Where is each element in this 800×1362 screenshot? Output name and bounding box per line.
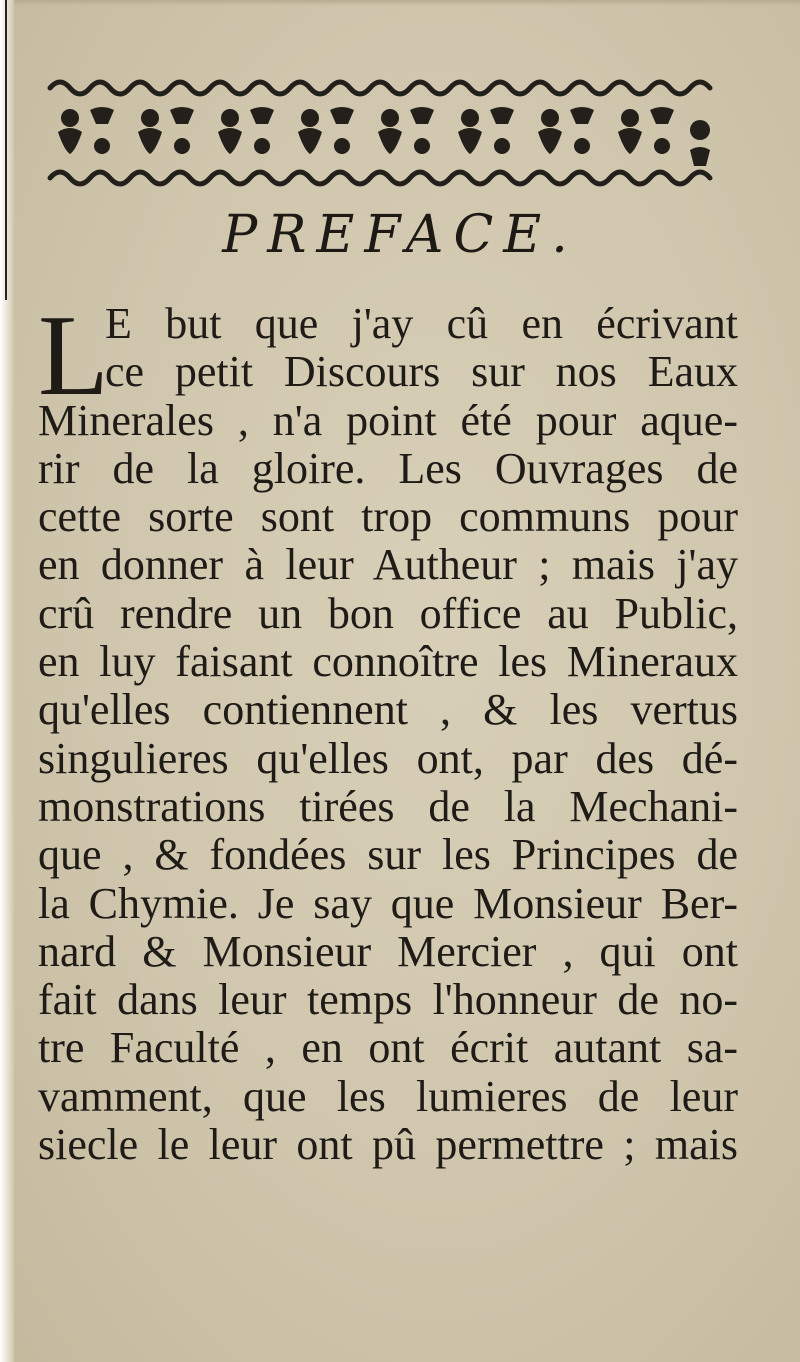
text-line: tre Faculté , en ont écrit autant sa-	[38, 1023, 738, 1073]
text-line: Minerales , n'a point été pour aque-	[38, 395, 738, 445]
preface-text	[38, 292, 738, 1170]
text-line: la Chymie. Je say que Monsieur Ber-	[38, 878, 738, 928]
ornamental-header-band	[40, 70, 720, 190]
text-line: E but que j'ay cû en écrivant	[105, 299, 738, 348]
text-line: ce petit Discours sur nos Eaux	[105, 347, 738, 397]
text-line: que , & fondées sur les Principes de	[38, 830, 738, 880]
text-line: crû rendre un bon office au Public,	[38, 588, 738, 638]
text-line: monstrations tirées de la Mechani-	[38, 781, 738, 831]
text-line: nard & Monsieur Mercier , qui ont	[38, 926, 738, 976]
text-line: siecle le leur ont pû permettre ; mais	[38, 1120, 738, 1170]
text-line: en luy faisant connoître les Mineraux	[38, 637, 738, 687]
text-line: qu'elles contiennent , & les vertus	[38, 685, 738, 735]
text-line: fait dans leur temps l'honneur de no-	[38, 975, 738, 1025]
text-line: vamment, que les lumieres de leur	[38, 1071, 738, 1121]
page-top-shadow	[0, 0, 800, 6]
page-title: PREFACE.	[222, 205, 578, 265]
drop-cap-letter: L	[38, 292, 109, 420]
text-line: rir de la gloire. Les Ouvrages de	[38, 443, 738, 493]
text-line: cette sorte sont trop communs pour	[38, 492, 738, 542]
text-line: singulieres qu'elles ont, par des dé-	[38, 733, 738, 783]
text-line: en donner à leur Autheur ; mais j'ay	[38, 540, 738, 590]
